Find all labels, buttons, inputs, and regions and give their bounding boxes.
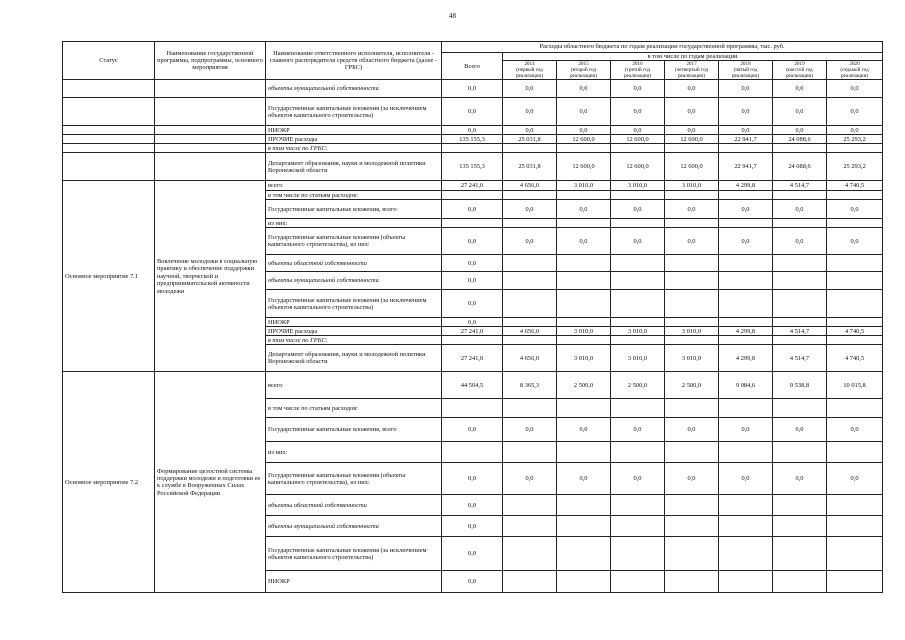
year-value [773,516,827,537]
total-value [442,144,503,153]
table-row [63,181,883,191]
year-value: 3 010,0 [665,181,719,191]
year-value: 4 740,5 [827,327,883,336]
year-value [773,255,827,272]
year-value [503,290,557,318]
empty-cell [155,80,266,98]
budget-table [62,41,883,593]
year-value: 0,0 [665,126,719,135]
total-value [442,191,503,200]
year-value [611,318,665,327]
year-value [611,495,665,516]
header-year-2016 [611,61,665,80]
year-value: 0,0 [611,463,665,495]
year-value [557,399,611,418]
year-value [719,336,773,345]
header-year-2020 [827,61,883,80]
year-value [611,516,665,537]
year-value [665,219,719,228]
header-year-label: 2015 [578,61,589,68]
year-value [665,537,719,571]
empty-cell [63,98,155,126]
year-value: 2 500,0 [665,372,719,399]
year-value [611,537,665,571]
year-value: 0,0 [719,98,773,126]
year-value: 0,0 [557,200,611,219]
year-value [503,495,557,516]
row-label: Государственные капитальные вложения (объекты капитального строительства), из них: [266,228,442,255]
year-value: 4 514,7 [773,345,827,372]
empty-cell [63,126,155,135]
year-value [719,255,773,272]
empty-cell [155,135,266,144]
row-label: из них: [266,219,442,228]
year-value: 4 656,0 [503,181,557,191]
year-value: 0,0 [719,200,773,219]
empty-cell [155,153,266,181]
year-value: 0,0 [611,418,665,442]
year-value [719,537,773,571]
year-value [719,399,773,418]
year-value [557,537,611,571]
year-value: 0,0 [557,228,611,255]
year-value: 0,0 [665,98,719,126]
total-value: 0,0 [442,255,503,272]
row-label: ПРОЧИЕ расходы [266,327,442,336]
year-value: 0,0 [557,126,611,135]
year-value: 0,0 [827,200,883,219]
year-value: 0,0 [611,126,665,135]
year-value [773,336,827,345]
year-value: 12 600,0 [665,135,719,144]
header-year-note: (третий год реализации) [623,67,652,80]
row-label: объекты областной собственности [266,495,442,516]
year-value: 0,0 [665,80,719,98]
year-value [557,290,611,318]
year-value: 12 600,0 [611,153,665,181]
year-value: 12 600,0 [665,153,719,181]
year-value [557,255,611,272]
year-value: 0,0 [611,228,665,255]
year-value [611,442,665,463]
row-label: всего [266,181,442,191]
year-value: 0,0 [557,98,611,126]
year-value [557,336,611,345]
year-value [557,571,611,593]
header-year-label: 2019 [794,61,805,68]
year-value: 3 010,0 [557,345,611,372]
year-value [827,144,883,153]
year-value [665,191,719,200]
year-value: 0,0 [827,228,883,255]
year-value: 0,0 [719,228,773,255]
year-value [719,272,773,290]
year-value: 0,0 [503,98,557,126]
year-value: 0,0 [773,80,827,98]
year-value [827,318,883,327]
total-value: 27 241,0 [442,345,503,372]
row-label: в том числе по статьям расходов: [266,399,442,418]
year-value: 0,0 [719,126,773,135]
year-value [503,144,557,153]
year-value: 0,0 [773,98,827,126]
total-value: 0,0 [442,318,503,327]
row-label: ПРОЧИЕ расходы [266,135,442,144]
row-label: Государственные капитальные вложения (за исключением объектов капитального строительства) [266,98,442,126]
row-label: Департамент образования, науки и молодежной политики Воронежской области [266,345,442,372]
year-value [773,399,827,418]
year-value: 0,0 [827,80,883,98]
year-value [773,318,827,327]
year-value [503,272,557,290]
year-value [557,272,611,290]
year-value [611,144,665,153]
table-row [63,80,883,98]
header-year-2014 [503,61,557,80]
total-value: 0,0 [442,126,503,135]
year-value: 4 514,7 [773,181,827,191]
year-value [503,571,557,593]
year-value [503,442,557,463]
total-value: 27 241,0 [442,181,503,191]
year-value [611,255,665,272]
year-value: 4 656,0 [503,345,557,372]
year-value [827,442,883,463]
header-year-note: (пятый год реализации) [731,67,760,80]
empty-cell [63,144,155,153]
table-row [63,126,883,135]
year-value: 0,0 [773,418,827,442]
row-label: НИОКР [266,126,442,135]
year-value [665,442,719,463]
year-value: 0,0 [611,98,665,126]
total-value [442,442,503,463]
year-value: 0,0 [665,463,719,495]
year-value [773,571,827,593]
year-value: 25 031,8 [503,135,557,144]
year-value [773,272,827,290]
year-value: 25 293,2 [827,135,883,144]
empty-cell [63,80,155,98]
total-value: 0,0 [442,495,503,516]
year-value [611,336,665,345]
year-value: 9 084,6 [719,372,773,399]
year-value: 0,0 [557,418,611,442]
year-value: 0,0 [665,418,719,442]
year-value: 0,0 [827,463,883,495]
year-value: 8 365,3 [503,372,557,399]
year-value [611,272,665,290]
total-value: 0,0 [442,80,503,98]
year-value: 12 600,0 [611,135,665,144]
total-value: 0,0 [442,571,503,593]
total-value: 0,0 [442,272,503,290]
total-value: 0,0 [442,463,503,495]
year-value [503,318,557,327]
year-value: 0,0 [503,126,557,135]
year-value: 0,0 [503,80,557,98]
table-row [63,144,883,153]
year-value: 10 015,8 [827,372,883,399]
year-value [611,290,665,318]
year-value [827,336,883,345]
year-value [773,219,827,228]
year-value: 25 031,8 [503,153,557,181]
row-label: объекты муниципальной собственности [266,516,442,537]
header-by-years: в том числе по годам реализации [503,53,883,61]
year-value: 22 941,7 [719,153,773,181]
total-value: 0,0 [442,228,503,255]
year-value [827,495,883,516]
year-value: 2 500,0 [557,372,611,399]
year-value: 0,0 [773,463,827,495]
year-value: 3 010,0 [611,327,665,336]
year-value [773,537,827,571]
total-value: 0,0 [442,537,503,571]
year-value: 0,0 [773,200,827,219]
year-value [503,537,557,571]
year-value [665,144,719,153]
year-value [773,290,827,318]
year-value: 3 010,0 [557,181,611,191]
year-value: 0,0 [611,200,665,219]
year-value: 4 514,7 [773,327,827,336]
header-year-note: (четвертый год реализации) [674,67,709,80]
year-value [827,516,883,537]
year-value: 0,0 [611,80,665,98]
year-value [665,290,719,318]
row-label: Государственные капитальные вложения (за исключением объектов капитального строительства) [266,537,442,571]
year-value: 0,0 [827,98,883,126]
header-expenses: Расходы областного бюджета по годам реализации государственной программы, тыс. руб. [442,42,883,53]
empty-cell [155,144,266,153]
year-value [665,571,719,593]
year-value: 4 656,0 [503,327,557,336]
year-value: 22 941,7 [719,135,773,144]
year-value [773,495,827,516]
header-executor: Наименование ответственного исполнителя, исполнителя - главного распорядителя средств областного бюджета (далее - ГРБС) [266,42,442,80]
total-value: 0,0 [442,516,503,537]
row-label: в том числе по статьям расходов: [266,191,442,200]
year-value: 0,0 [503,418,557,442]
year-value [557,495,611,516]
year-value: 0,0 [557,463,611,495]
empty-cell [63,153,155,181]
header-total: Всего [442,53,503,80]
row-status: Основное мероприятие 7.1 [63,181,155,372]
year-value [827,191,883,200]
year-value: 3 010,0 [665,345,719,372]
page-number: 48 [449,12,456,20]
year-value [719,495,773,516]
row-label: НИОКР [266,571,442,593]
year-value [503,516,557,537]
year-value: 0,0 [719,80,773,98]
year-value: 24 088,6 [773,153,827,181]
row-label: всего [266,372,442,399]
year-value [611,571,665,593]
header-year-2015 [557,61,611,80]
year-value: 4 299,8 [719,327,773,336]
year-value [827,399,883,418]
table-row [63,372,883,399]
year-value: 0,0 [665,200,719,219]
year-value [719,290,773,318]
row-label: объекты муниципальной собственности [266,80,442,98]
year-value [557,516,611,537]
year-value [611,191,665,200]
total-value [442,399,503,418]
year-value: 0,0 [665,228,719,255]
year-value [665,318,719,327]
row-label: в том числе по ГРБС: [266,336,442,345]
year-value: 0,0 [719,418,773,442]
year-value [557,219,611,228]
total-value [442,219,503,228]
header-year-label: 2018 [740,61,751,68]
row-label: НИОКР [266,318,442,327]
header-year-note: (седьмой год реализации) [840,67,869,80]
year-value: 3 010,0 [611,345,665,372]
total-value: 27 241,0 [442,327,503,336]
year-value [503,255,557,272]
row-label: из них: [266,442,442,463]
year-value [503,191,557,200]
year-value [611,219,665,228]
total-value: 135 155,3 [442,135,503,144]
year-value [827,272,883,290]
year-value [773,442,827,463]
total-value: 44 504,5 [442,372,503,399]
total-value: 0,0 [442,290,503,318]
year-value: 0,0 [827,126,883,135]
table-row [63,135,883,144]
year-value [719,144,773,153]
year-value: 4 299,8 [719,345,773,372]
row-label: Государственные капитальные вложения, всего [266,200,442,219]
year-value: 12 600,0 [557,135,611,144]
row-label: Департамент образования, науки и молодежной политики Воронежской области [266,153,442,181]
header-year-label: 2017 [686,61,697,68]
empty-cell [155,126,266,135]
total-value: 135 155,3 [442,153,503,181]
header-year-label: 2016 [632,61,643,68]
year-value [719,219,773,228]
year-value [827,537,883,571]
header-year-2018 [719,61,773,80]
total-value: 0,0 [442,200,503,219]
year-value [557,318,611,327]
year-value: 0,0 [827,418,883,442]
year-value [557,144,611,153]
year-value [719,442,773,463]
year-value: 3 010,0 [557,327,611,336]
year-value: 4 299,8 [719,181,773,191]
header-year-2019 [773,61,827,80]
total-value: 0,0 [442,98,503,126]
year-value: 0,0 [773,126,827,135]
year-value [827,571,883,593]
year-value [665,399,719,418]
year-value [719,191,773,200]
year-value [773,144,827,153]
row-label: объекты муниципальной собственности [266,272,442,290]
header-year-note: (шестой год реализации) [785,67,814,80]
total-value: 0,0 [442,418,503,442]
header-year-label: 2014 [524,61,535,68]
year-value [827,255,883,272]
table-row [63,98,883,126]
year-value: 24 088,6 [773,135,827,144]
empty-cell [63,135,155,144]
header-program-name: Наименование государственной программы, подпрограммы, основного мероприятия [155,42,266,80]
row-status: Основное мероприятие 7.2 [63,372,155,593]
header-year-label: 2020 [849,61,860,68]
year-value: 3 010,0 [665,327,719,336]
year-value [719,571,773,593]
header-year-note: (первый год реализации) [515,67,544,80]
row-program-name: Формирование целостной системы поддержки молодежи и подготовки ее к службе в Вооруженных Силах Российской Федерации [155,372,266,593]
year-value [611,399,665,418]
year-value [719,318,773,327]
year-value: 0,0 [503,463,557,495]
year-value: 9 538,8 [773,372,827,399]
year-value: 0,0 [773,228,827,255]
row-label: в том числе по ГРБС: [266,144,442,153]
year-value: 12 600,0 [557,153,611,181]
row-program-name: Вовлечение молодежи в социальную практику и обеспечение поддержки научной, творческой и предпринимательской активности молодежи [155,181,266,372]
year-value: 4 740,5 [827,345,883,372]
row-label: Государственные капитальные вложения (объекты капитального строительства), из них: [266,463,442,495]
year-value [503,336,557,345]
year-value: 0,0 [503,200,557,219]
year-value [557,191,611,200]
year-value [773,191,827,200]
year-value: 0,0 [503,228,557,255]
total-value [442,336,503,345]
year-value [719,516,773,537]
header-status: Статус [63,42,155,80]
year-value: 2 500,0 [611,372,665,399]
header-year-2017 [665,61,719,80]
year-value [665,336,719,345]
year-value [827,219,883,228]
row-label: Государственные капитальные вложения, всего [266,418,442,442]
table-row [63,153,883,181]
year-value [665,516,719,537]
year-value [665,255,719,272]
year-value [665,495,719,516]
year-value: 25 293,2 [827,153,883,181]
year-value [827,290,883,318]
year-value: 0,0 [557,80,611,98]
header-year-note: (второй год реализации) [569,67,598,80]
year-value: 4 740,5 [827,181,883,191]
year-value [557,442,611,463]
row-label: Государственные капитальные вложения (за исключением объектов капитального строительства) [266,290,442,318]
year-value [665,272,719,290]
year-value: 3 010,0 [611,181,665,191]
year-value: 0,0 [719,463,773,495]
row-label: объекты областной собственности [266,255,442,272]
year-value [503,399,557,418]
empty-cell [155,98,266,126]
year-value [503,219,557,228]
